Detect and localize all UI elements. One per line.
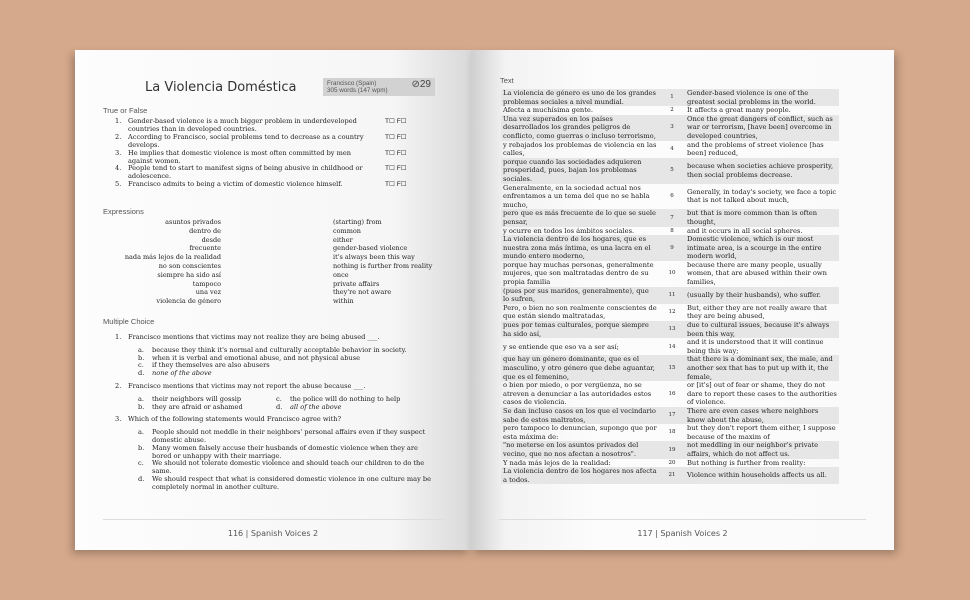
option-text: We should not tolerate domestic violence and should teach our children to do the same. [152, 459, 425, 476]
answer-option[interactable] [138, 370, 435, 378]
options [128, 429, 435, 491]
english-line: Generally, in today's society, we face a topic that is not talked about much, [687, 187, 837, 205]
spanish-line: La violencia dentro de los hogares nos afecta a todos. [501, 467, 659, 484]
expression-spanish: tampoco [192, 279, 221, 288]
english-line: because when societies achieve prosperity, then social problems decrease. [685, 158, 839, 184]
text-row [501, 209, 839, 226]
spanish-line: La violencia de género es uno de los grandes problemas sociales a nivel mundial. [501, 89, 659, 106]
spanish-line: porque cuando las sociedades adquieren prosperidad, pues, bajan los problemas sociales. [501, 158, 659, 184]
english-line: due to cultural issues, because it's always been this way, [685, 321, 839, 338]
line-number: 7 [659, 209, 685, 226]
question-number: 1. [115, 333, 122, 341]
expression-english: once [333, 270, 349, 279]
line-number: 12 [668, 309, 676, 316]
item-number: 5. [115, 180, 122, 189]
english-line: not meddling in our neighbor's private affairs, which do not affect us. [685, 441, 839, 458]
text-row [501, 158, 839, 184]
english-line: because there are many people, usually women, that are abused within their own families, [687, 260, 827, 287]
english-line: There are even cases where neighbors know about the abuse, [685, 407, 839, 424]
english-line: Once the great dangers of conflict, such as war or terrorism, [have been] overcome in developed countries, [685, 115, 839, 141]
option-letter: c. [276, 394, 282, 403]
option-text: People should not meddle in their neighbors' personal affairs even if they suspect domestic abuse. [152, 428, 426, 444]
line-number: 18 [668, 429, 676, 436]
line-number: 13 [659, 321, 685, 338]
item-text: He implies that domestic violence is most often committed by men against women. [128, 148, 352, 165]
line-number: 15 [659, 355, 685, 381]
true-false-checkboxes[interactable]: T☐ F☐ [385, 149, 407, 157]
text-row [501, 261, 839, 287]
option-text: We should respect that what is considered domestic violence in one culture may be completely normal in another culture. [152, 474, 432, 491]
english-line: and it occurs in all social spheres. [687, 226, 803, 235]
line-number: 20 [668, 459, 676, 466]
spanish-line: (pues por sus maridos, generalmente), que lo sufren, [501, 287, 659, 304]
spanish-line: Pero, o bien no son realmente conscientes de que están siendo maltratadas, [503, 303, 657, 321]
true-false-item [115, 132, 407, 150]
line-number: 10 [668, 270, 676, 277]
line-number: 16 [668, 390, 676, 397]
option-letter: d. [138, 369, 145, 378]
true-false-checkboxes[interactable]: T☐ F☐ [385, 118, 407, 125]
spanish-line: pero que es más frecuente de lo que se suele pensar, [501, 209, 659, 226]
question [115, 334, 435, 378]
text-row [501, 287, 839, 304]
option-text: Many women falsely accuse their husbands of domestic violence when they are bored or unhappy with their marriage. [152, 443, 418, 460]
expression-spanish: violencia de género [156, 297, 221, 306]
line-number: 4 [670, 145, 674, 152]
item-number: 2. [115, 132, 122, 141]
spanish-line: Generalmente, en la sociedad actual nos enfrentamos a un tema del que no se habla mucho, [503, 183, 650, 209]
question [115, 383, 435, 411]
line-number: 9 [659, 235, 685, 261]
line-number: 6 [670, 193, 674, 200]
true-false-item [115, 148, 407, 166]
item-number: 4. [115, 164, 122, 173]
option-letter: c. [138, 459, 144, 468]
option-text: if they themselves are also abusers [152, 361, 270, 370]
option-text: because they think it's normal and culturally acceptable behavior in society. [152, 345, 407, 354]
expression-english: nothing is further from reality [333, 261, 433, 270]
true-false-list [115, 118, 425, 189]
speaker-badge [323, 78, 435, 96]
question-text: Which of the following statements would Francisco agree with? [128, 415, 342, 424]
true-false-item [115, 180, 407, 189]
item-text: Gender-based violence is a much bigger problem in underdeveloped countries than in developed countries. [128, 117, 357, 133]
option-letter: b. [138, 353, 145, 362]
english-line: but that is more common than is often thought, [685, 209, 839, 226]
text-row [501, 459, 839, 468]
option-text: they are afraid or ashamed [152, 402, 243, 411]
english-line: but they don't report them either, I suppose because of the maxim of [687, 424, 836, 441]
line-number: 5 [659, 158, 685, 184]
true-false-checkboxes[interactable]: T☐ F☐ [385, 181, 407, 189]
true-false-checkboxes[interactable]: T☐ F☐ [385, 133, 407, 141]
spanish-line: Una vez superados en los países desarrollados los grandes peligros de conflicto, como guerras o incluso terrorismo, [501, 115, 659, 141]
expression-english: private affairs [333, 279, 380, 288]
spanish-line: La violencia dentro de los hogares, que es nuestra zona más íntima, es una lacra en el mundo entero moderno, [501, 235, 659, 261]
text-row [501, 424, 839, 441]
line-number: 14 [668, 343, 676, 350]
option-letter: d. [276, 402, 283, 411]
option-letter: c. [138, 361, 144, 370]
divider [103, 519, 443, 520]
english-line: or [it's] out of fear or shame, they do not dare to report these cases to the authorities of violence. [687, 381, 837, 407]
text-row [501, 115, 839, 141]
multiple-choice-list [115, 334, 435, 497]
section-heading-expressions: Expressions [103, 207, 144, 216]
english-line: that there is a dominant sex, the male, and another sex that has to put up with it, the female, [685, 355, 839, 381]
expression-english: within [333, 297, 354, 306]
item-number: 3. [115, 148, 122, 157]
spanish-line: y se entiende que eso va a ser así; [503, 342, 619, 351]
spanish-line: pues por temas culturales, porque siempre ha sido así, [501, 321, 659, 338]
spanish-line: Y nada más lejos de la realidad: [503, 458, 611, 467]
line-number: 11 [659, 287, 685, 304]
text-row [501, 184, 839, 210]
section-heading-multiple-choice: Multiple Choice [103, 317, 155, 326]
text-row [501, 106, 839, 115]
parallel-text-table [501, 89, 839, 484]
left-page [75, 50, 471, 550]
answer-option[interactable] [138, 404, 276, 412]
spanish-line: que hay un género dominante, que es el masculino, y otro género que debe aguantar, que es el femenino, [501, 355, 659, 381]
text-row [501, 321, 839, 338]
track-number: 29 [419, 79, 431, 90]
item-number: 1. [115, 117, 122, 125]
expression-spanish: desde [201, 235, 221, 244]
text-row [501, 89, 839, 106]
spanish-line: "no meterse en los asuntos privados del vecino, que no nos afectan a nosotros". [501, 441, 659, 458]
line-number: 8 [670, 227, 674, 234]
speaker-name: Francisco (Spain) [327, 80, 377, 87]
item-text: People tend to start to manifest signs of being abusive in childhood or adolescence. [128, 164, 363, 181]
spanish-line: y rebajados los problemas de violencia en las calles, [503, 140, 657, 158]
english-line: It affects a great many people. [687, 106, 791, 115]
answer-option[interactable] [138, 476, 435, 492]
expression-spanish: una vez [195, 288, 221, 297]
expression-spanish: siempre ha sido así [157, 270, 221, 279]
expression-english: common [333, 226, 361, 235]
line-number: 3 [659, 115, 685, 141]
expression-spanish: nada más lejos de la realidad [124, 253, 221, 262]
option-letter: b. [138, 443, 145, 452]
option-letter: a. [138, 345, 145, 354]
line-number: 19 [659, 441, 685, 458]
options [128, 396, 435, 412]
english-line: But, either they are not really aware that they are being abused, [687, 303, 827, 321]
expression-spanish: frecuente [189, 244, 221, 253]
text-row [501, 381, 839, 407]
word-count: 305 words (147 wpm) [327, 87, 388, 94]
option-letter: a. [138, 394, 145, 403]
spanish-line: o bien por miedo, o por vergüenza, no se atreven a denunciar a las autoridades estos casos de violencia. [503, 381, 652, 407]
true-false-item [115, 117, 407, 134]
text-row [501, 235, 839, 261]
line-number: 21 [659, 467, 685, 484]
true-false-item [115, 164, 407, 181]
option-letter: b. [138, 402, 145, 411]
text-row [501, 467, 839, 484]
spanish-line: Afecta a muchísima gente. [503, 106, 593, 115]
true-false-checkboxes[interactable]: T☐ F☐ [385, 165, 407, 173]
item-text: Francisco admits to being a victim of domestic violence himself. [128, 180, 343, 189]
answer-option[interactable] [138, 445, 435, 461]
english-line: Gender-based violence is one of the greatest social problems in the world. [685, 89, 839, 106]
line-number: 1 [659, 89, 685, 106]
divider [499, 519, 866, 520]
english-line: (usually by their husbands), who suffer. [685, 287, 839, 304]
expression-english: either [333, 235, 353, 244]
spanish-line: Se dan incluso casos en los que el vecindario sabe de estos maltratos, [501, 407, 659, 424]
question-number: 2. [115, 381, 122, 390]
expression-english: they're not aware [333, 288, 392, 297]
text-row [501, 355, 839, 381]
option-letter: a. [138, 428, 145, 437]
option-text: none of the above [152, 369, 212, 378]
options [128, 347, 435, 378]
item-text: According to Francisco, social problems tend to decrease as a country develops. [128, 132, 364, 149]
text-row [501, 141, 839, 158]
expressions-english [333, 218, 432, 306]
text-row [501, 304, 839, 321]
answer-option[interactable] [138, 429, 435, 445]
question [115, 416, 435, 491]
page-footer: 117 | Spanish Voices 2 [637, 529, 728, 538]
answer-option[interactable] [138, 460, 435, 476]
english-line: and it is understood that it will continue being this way; [687, 338, 824, 355]
question-number: 3. [115, 415, 122, 424]
answer-option[interactable] [276, 404, 426, 412]
text-row [501, 227, 839, 236]
audio-disc-icon: ⊘ [411, 79, 420, 90]
page-footer: 116 | Spanish Voices 2 [227, 529, 319, 538]
page-title: La Violencia Doméstica [145, 80, 297, 95]
section-heading-text: Text [500, 76, 514, 85]
question-text: Francisco mentions that victims may not report the abuse because ___. [128, 381, 366, 390]
right-page [471, 50, 894, 550]
option-text: the police will do nothing to help [290, 394, 401, 403]
text-row [501, 441, 839, 458]
option-letter: d. [138, 474, 145, 483]
english-line: But nothing is further from reality: [687, 458, 806, 467]
question-text: Francisco mentions that victims may not realize they are being abused ___. [128, 333, 380, 341]
section-heading-true-false: True or False [103, 106, 148, 115]
expression-spanish: dentro de [189, 226, 221, 235]
expression-spanish: no son conscientes [158, 261, 221, 270]
english-line: Violence within households affects us all. [685, 467, 839, 484]
line-number: 2 [670, 107, 674, 114]
expression-english: it's always been this way [333, 253, 415, 262]
spanish-line: y ocurre en todos los ámbitos sociales. [503, 226, 635, 235]
english-line: and the problems of street violence [has been] reduced, [687, 140, 824, 158]
text-row [501, 338, 839, 355]
option-text: all of the above [290, 402, 342, 411]
expression-english: (starting) from [333, 218, 382, 226]
option-text: their neighbors will gossip [152, 394, 242, 403]
english-line: Domestic violence, which is our most intimate area, is a scourge in the entire modern world, [685, 235, 839, 261]
option-text: when it is verbal and emotional abuse, and not physical abuse [152, 353, 360, 362]
text-row [501, 407, 839, 424]
expression-english: gender-based violence [333, 244, 408, 253]
expression-spanish: asuntos privados [165, 218, 221, 226]
spanish-line: pero tampoco lo denuncian, supongo que por esta máxima de: [503, 424, 657, 441]
line-number: 17 [659, 407, 685, 424]
expressions-spanish [95, 218, 221, 306]
spanish-line: porque hay muchas personas, generalmente mujeres, que son maltratadas dentro de su propia familia [503, 260, 654, 287]
